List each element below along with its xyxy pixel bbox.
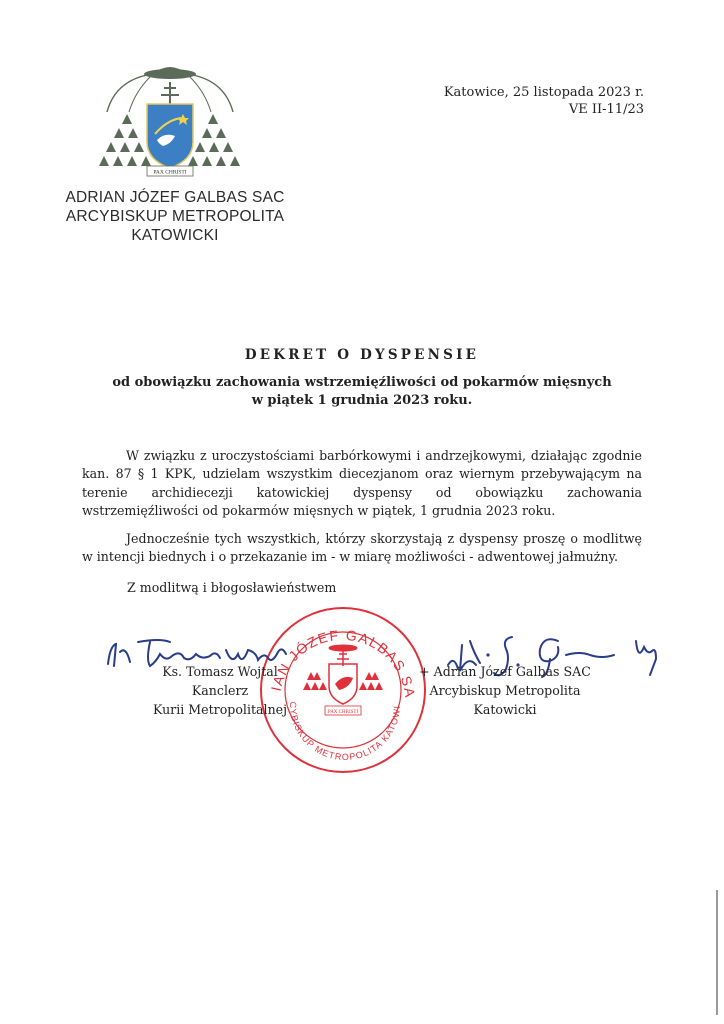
archbishop-role: Arcybiskup Metropolita: [429, 683, 581, 698]
subtitle-line: w piątek 1 grudnia 2023 roku.: [251, 393, 473, 408]
reference-number: VE II-11/23: [568, 102, 644, 117]
place-date: Katowice, 25 listopada 2023 r.: [443, 85, 644, 100]
archbishop-signature-block: [415, 662, 595, 719]
seal-bottom-text: CYBISKUP METROPOLITA KATOWI: [287, 701, 403, 763]
closing-formula: Z modlitwą i błogosławieństwem: [127, 580, 337, 595]
document-title: DEKRET O DYSPENSIE: [244, 347, 480, 363]
document-subtitle: [0, 374, 724, 410]
issuer-name-block: [40, 188, 310, 245]
issuer-line: ADRIAN JÓZEF GALBAS SAC: [65, 189, 285, 206]
seal-top-text: IAN JÓZEF GALBAS SA: [267, 626, 419, 700]
body-paragraph: Jednocześnie tych wszystkich, którzy skorzystają z dyspensy proszę o modlitwę w intencji biednych i o przekazanie im - w miarę możliwości - adwentowej jałmużny.: [82, 531, 642, 565]
document-body: [82, 447, 642, 577]
issuer-line: ARCYBISKUP METROPOLITA: [65, 208, 285, 225]
archbishop-org: Katowicki: [473, 702, 537, 717]
chancellor-role: Kanclerz: [191, 683, 249, 698]
issuer-line: KATOWICKI: [131, 227, 219, 244]
archbishop-coat-of-arms: [95, 62, 245, 187]
archbishop-name: + Adrian Józef Galbas SAC: [419, 664, 591, 679]
scan-edge-line: [716, 890, 718, 1015]
chancellor-signature-block: [140, 662, 300, 719]
chancellor-name: Ks. Tomasz Wojtal: [162, 664, 278, 679]
date-reference-block: [444, 84, 644, 118]
seal-motto: PAX CHRISTI: [327, 710, 359, 715]
crest-motto: PAX CHRISTI: [153, 169, 187, 176]
body-paragraph: W związku z uroczystościami barbórkowymi i andrzejkowymi, działając zgodnie kan. 87 § 1 KPK, udzielam wszystkim diecezjanom oraz wiernym przebywającym na terenie archidiecezji katowickiej dyspensy od obowiązku zachowania wstrzemięźliwości od pokarmów mięsnych w piątek, 1 grudnia 2023 roku.: [82, 448, 642, 518]
chancellor-org: Kurii Metropolitalnej: [152, 702, 288, 717]
coat-of-arms-icon: [95, 62, 245, 187]
subtitle-line: od obowiązku zachowania wstrzemięźliwości od pokarmów mięsnych: [112, 375, 612, 390]
